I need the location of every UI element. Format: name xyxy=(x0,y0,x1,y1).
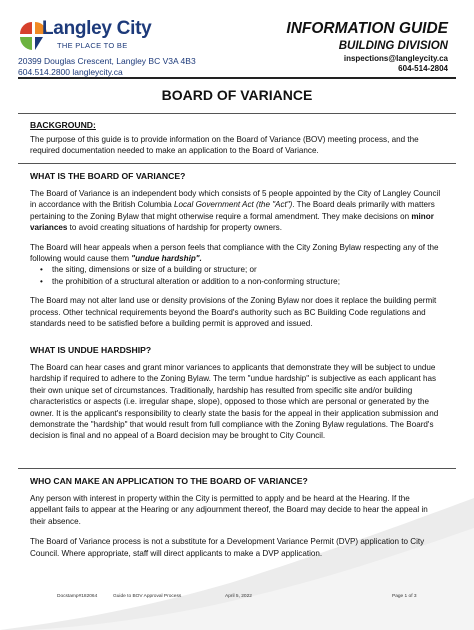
footer-docstamp: Docstamp#182064 xyxy=(57,594,98,599)
city-address xyxy=(18,56,196,78)
what-is-section xyxy=(30,171,444,329)
who-can-heading: WHO CAN MAKE AN APPLICATION TO THE BOARD OF VARIANCE? xyxy=(30,476,308,486)
who-can-paragraph-2: The Board of Variance process is not a substitute for a Development Variance Permit (DVP) application to City Council. Where appropriate, staff will direct applicants to make a DVP application. xyxy=(30,537,425,558)
section-divider xyxy=(18,163,456,164)
footer-guide-name: Guide to BOV Approval Process xyxy=(113,594,182,599)
address-line-2: 604.514.2800 langleycity.ca xyxy=(18,67,123,77)
address-line-1: 20399 Douglas Crescent, Langley BC V3A 4B3 xyxy=(18,56,196,66)
hardship-criteria-list xyxy=(30,264,444,287)
list-item: • the siting, dimensions or size of a building or structure; or xyxy=(44,264,444,275)
what-is-paragraph-1: The Board of Variance is an independent body which consists of 5 people appointed by the City of Langley Council in accordance with the British Columbia Local Government Act (the "Act"). The Board deals primarily with matters pertaining to the Zoning Bylaw that might otherwise require a formal amendment. They make decisions on minor variances to avoid creating situations of hardship for property owners. xyxy=(30,189,441,233)
guide-title: INFORMATION GUIDE xyxy=(286,20,448,37)
division-title: BUILDING DIVISION xyxy=(338,40,448,52)
hardship-heading: WHAT IS UNDUE HARDSHIP? xyxy=(30,345,152,355)
hardship-section xyxy=(30,345,444,442)
who-can-section xyxy=(30,476,444,559)
footer-page-number: Page 1 of 3 xyxy=(392,594,417,599)
who-can-paragraph-1: Any person with interest in property within the City is permitted to apply and be heard at the Hearing. If the appellant fails to appear at the Hearing or any adjournment thereof, the Board may decide to hear the appeal in their absence. xyxy=(30,494,428,526)
logo-tagline: THE PLACE TO BE xyxy=(57,41,128,50)
background-section xyxy=(30,120,444,157)
section-divider xyxy=(18,468,456,469)
what-is-paragraph-3: The Board may not alter land use or density provisions of the Zoning Bylaw nor does it replace the building permit process. Other technical requirements beyond the Board's authority such as BC Building Code regulations and standards need to be satisfied before a building permit is approved and issued. xyxy=(30,296,437,329)
header-divider xyxy=(18,77,456,79)
background-heading: BACKGROUND: xyxy=(30,120,96,130)
footer-date: April 5, 2022 xyxy=(225,594,252,599)
contact-email: inspections@langleycity.ca xyxy=(343,54,448,63)
what-is-paragraph-2: The Board will hear appeals when a person feels that compliance with the City Zoning Bylaw respecting any of the following would cause them "undue hardship". xyxy=(30,242,439,264)
background-text: The purpose of this guide is to provide information on the Board of Variance (BOV) meeting process, and the required documentation needed to make an application to the Board of Variance. xyxy=(30,135,419,156)
logo-wordmark: Langley City xyxy=(42,18,152,39)
contact-phone: 604-514-2804 xyxy=(398,64,448,73)
what-is-heading: WHAT IS THE BOARD OF VARIANCE? xyxy=(30,171,186,181)
list-item: • the prohibition of a structural alteration or addition to a non-conforming structure; xyxy=(44,276,444,287)
section-divider xyxy=(18,113,456,114)
document-title: BOARD OF VARIANCE xyxy=(161,87,313,103)
hardship-text: The Board can hear cases and grant minor variances to applicants that demonstrate they will be subject to undue hardship if required to adhere to the Zoning Bylaw. The term "undue hardship" is subjective as each applicant has their own unique set of circumstances. Traditionally, hardship has resulted from specific site and/or building characteristics or aspects (i.e. irregular shape, slope), opposed to those which are personal or generated by the owner. It is the applicant's responsibility to clearly state the basis for the appeal in their application submission and demonstrate the "hardship" that would result from full compliance with the Zoning Bylaw regulations. The Board's decision is final and no appeal of a Board decision may be brought to City Council. xyxy=(30,363,439,441)
